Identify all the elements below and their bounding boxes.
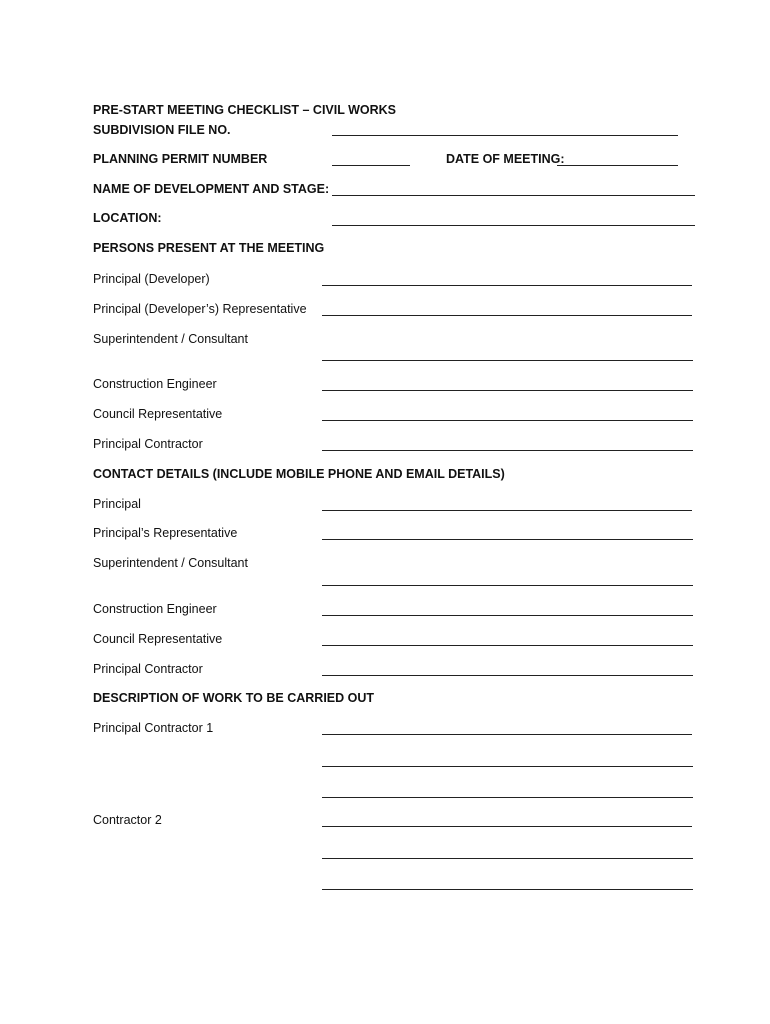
contact-council-rep-label: Council Representative (93, 632, 223, 646)
date-of-meeting-field[interactable] (557, 151, 678, 166)
persons-principal-contractor-label: Principal Contractor (93, 437, 203, 451)
work-principal-contractor-1-field-3[interactable] (322, 783, 693, 798)
persons-superintendent-field[interactable] (322, 346, 693, 361)
contact-council-rep-field[interactable] (322, 631, 693, 646)
persons-present-heading: PERSONS PRESENT AT THE MEETING (93, 241, 325, 255)
contact-principal-label: Principal (93, 497, 141, 511)
contact-details-heading: CONTACT DETAILS (INCLUDE MOBILE PHONE AND EMAIL DETAILS) (93, 467, 505, 481)
contact-construction-engineer-field[interactable] (322, 601, 693, 616)
contact-principal-contractor-field[interactable] (322, 661, 693, 676)
location-field[interactable] (332, 211, 695, 226)
development-name-label: NAME OF DEVELOPMENT AND STAGE: (93, 182, 330, 196)
persons-council-rep-field[interactable] (322, 406, 693, 421)
contact-principal-rep-field[interactable] (322, 525, 693, 540)
persons-principal-field[interactable] (322, 271, 692, 286)
date-of-meeting-label: DATE OF MEETING: (446, 152, 565, 166)
contact-construction-engineer-label: Construction Engineer (93, 602, 217, 616)
work-contractor-2-field-1[interactable] (322, 812, 692, 827)
planning-permit-label: PLANNING PERMIT NUMBER (93, 152, 268, 166)
persons-construction-engineer-label: Construction Engineer (93, 377, 217, 391)
work-description-heading: DESCRIPTION OF WORK TO BE CARRIED OUT (93, 691, 375, 705)
contact-principal-contractor-label: Principal Contractor (93, 662, 203, 676)
persons-construction-engineer-field[interactable] (322, 376, 693, 391)
work-principal-contractor-1-field-1[interactable] (322, 720, 692, 735)
work-contractor-2-field-3[interactable] (322, 875, 693, 890)
contact-superintendent-label: Superintendent / Consultant (93, 556, 248, 570)
work-contractor-2-label: Contractor 2 (93, 813, 162, 827)
work-contractor-2-field-2[interactable] (322, 844, 693, 859)
persons-principal-label: Principal (Developer) (93, 272, 210, 286)
document-title: PRE-START MEETING CHECKLIST – CIVIL WORKS (93, 103, 397, 117)
work-principal-contractor-1-field-2[interactable] (322, 752, 693, 767)
persons-principal-rep-label: Principal (Developer’s) Representative (93, 302, 307, 316)
planning-permit-field[interactable] (332, 151, 410, 166)
persons-council-rep-label: Council Representative (93, 407, 223, 421)
persons-principal-contractor-field[interactable] (322, 436, 693, 451)
subdivision-file-field[interactable] (332, 121, 678, 136)
contact-superintendent-field[interactable] (322, 571, 693, 586)
persons-superintendent-label: Superintendent / Consultant (93, 332, 248, 346)
contact-principal-rep-label: Principal’s Representative (93, 526, 238, 540)
location-label: LOCATION: (93, 211, 162, 225)
persons-principal-rep-field[interactable] (322, 301, 692, 316)
contact-principal-field[interactable] (322, 496, 692, 511)
development-name-field[interactable] (332, 181, 695, 196)
subdivision-file-label: SUBDIVISION FILE NO. (93, 123, 231, 137)
work-principal-contractor-1-label: Principal Contractor 1 (93, 721, 214, 735)
